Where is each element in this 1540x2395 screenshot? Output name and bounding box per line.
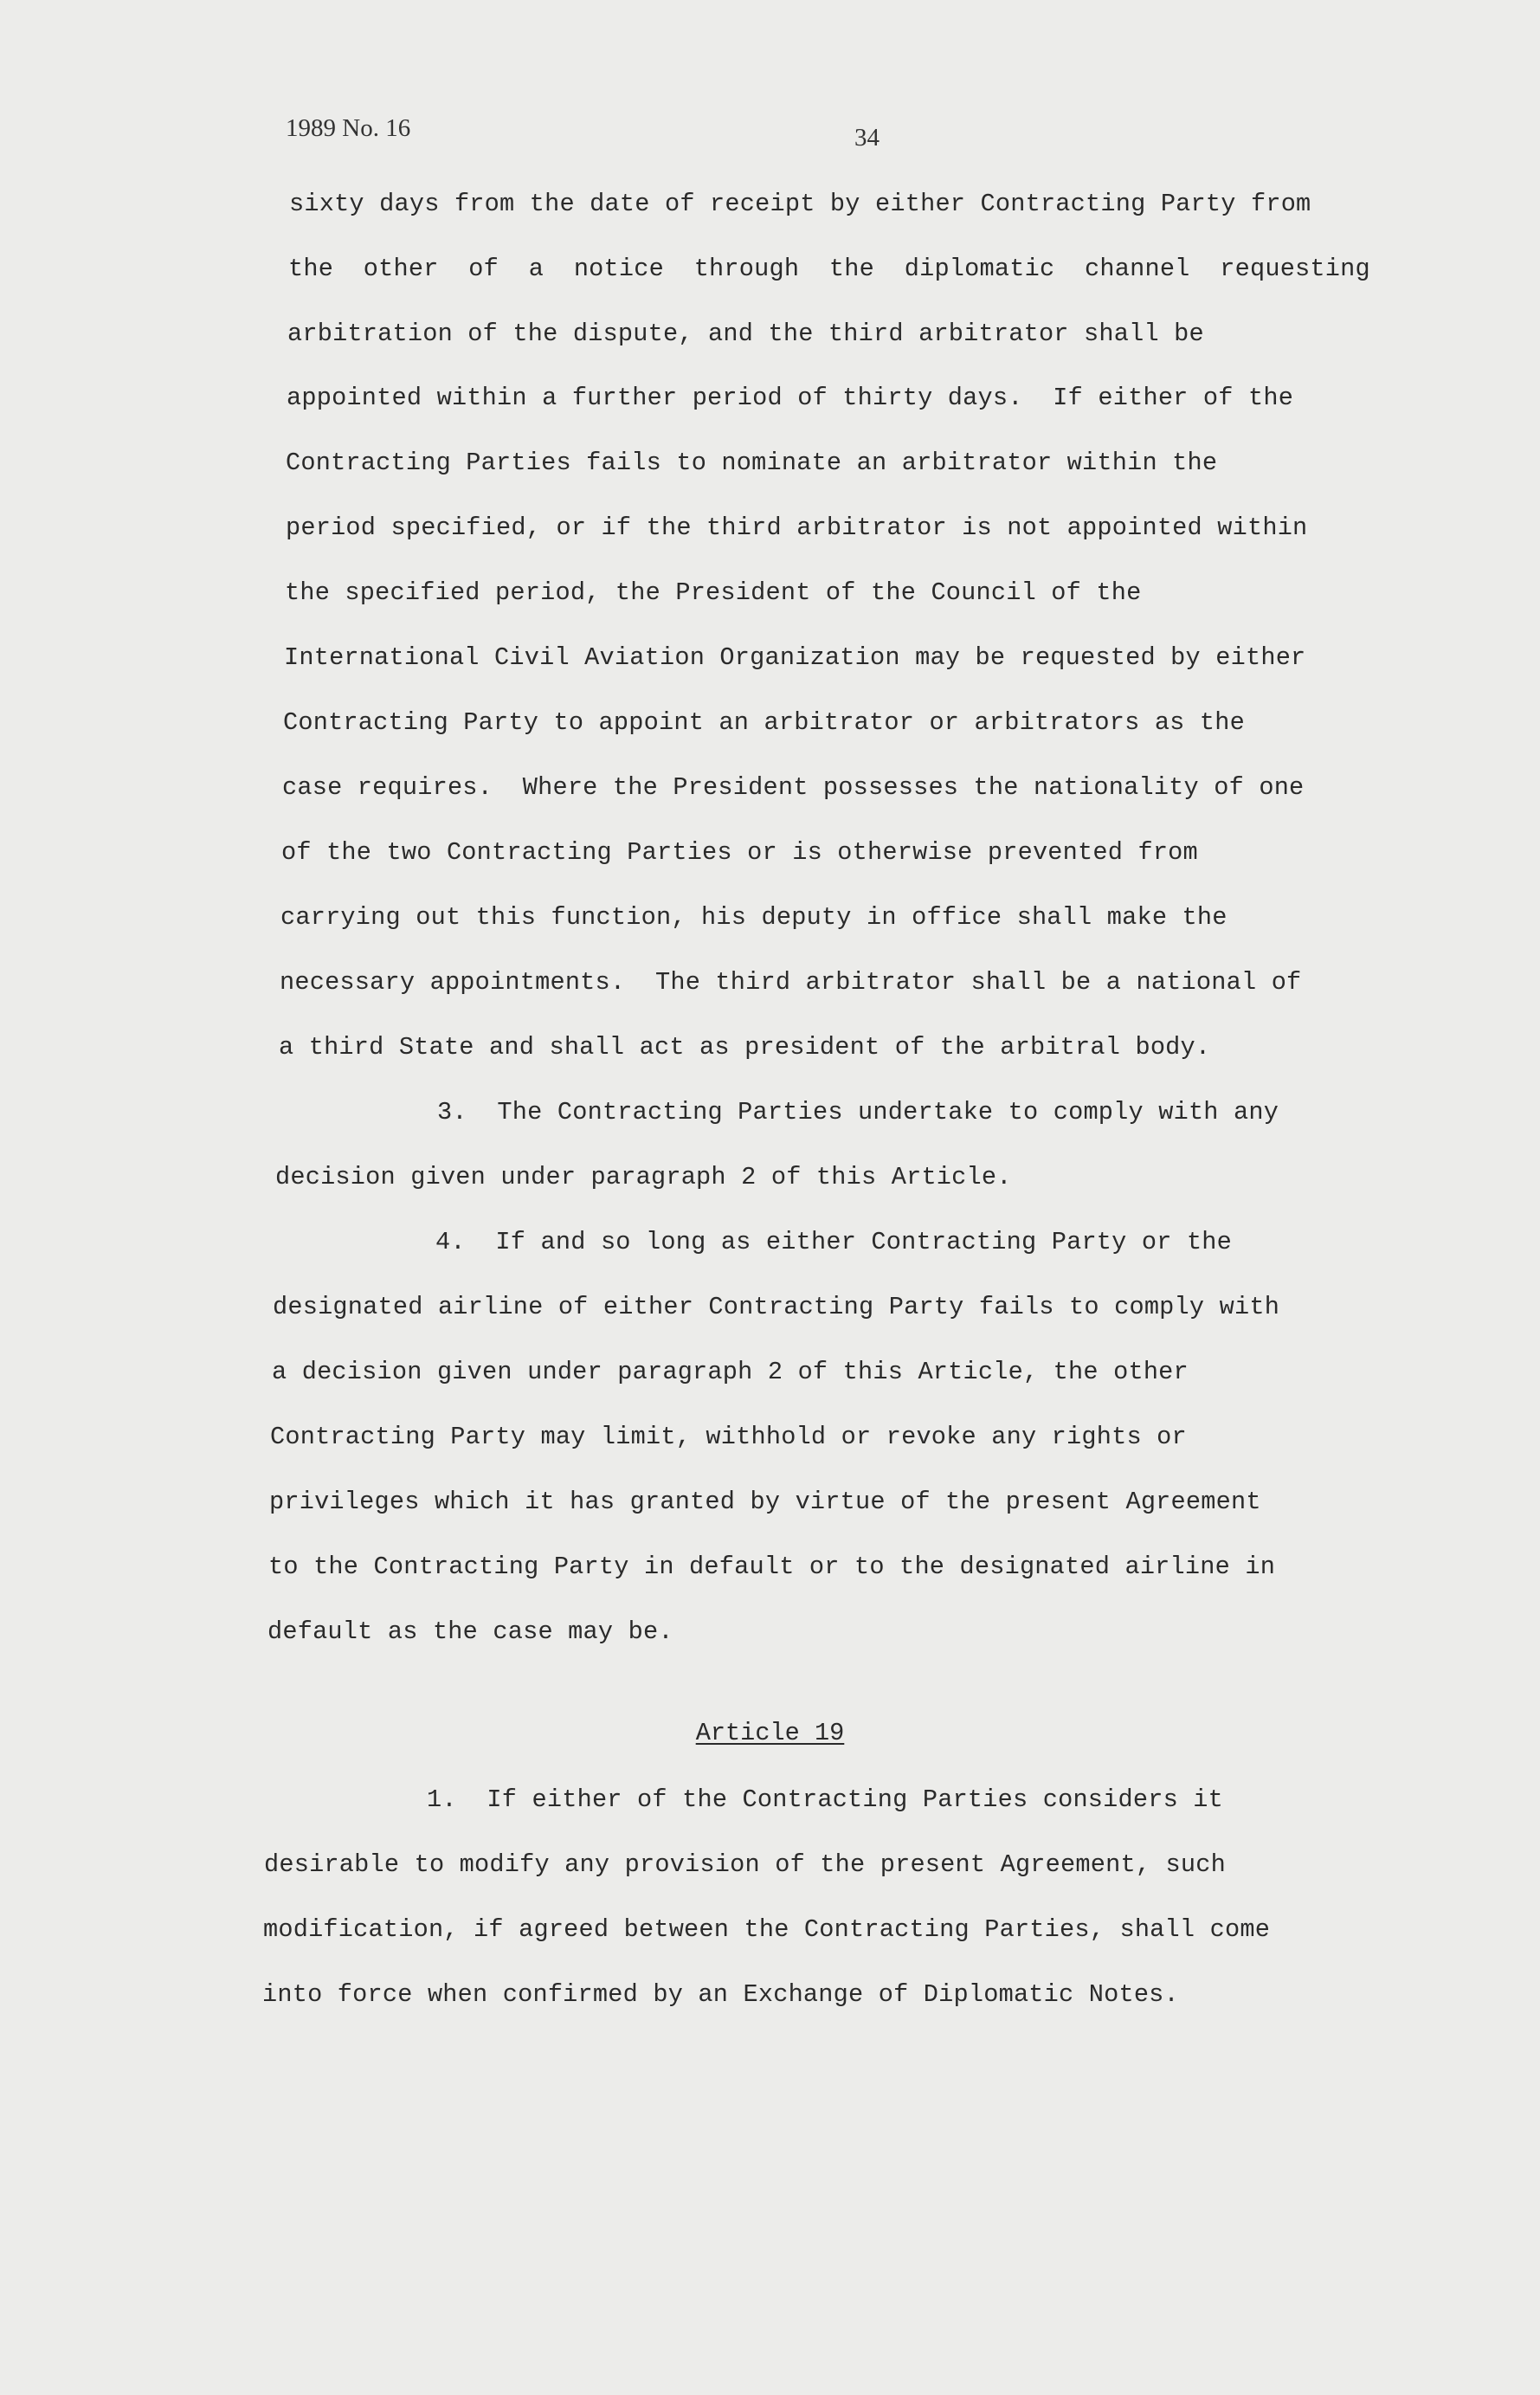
article-heading-text: Article 19 xyxy=(695,1719,845,1747)
gazette-reference: 1989 No. 16 xyxy=(286,114,411,142)
text-line: arbitration of the dispute, and the third arbitrator shall be xyxy=(287,320,1204,348)
text-line: Contracting Party may limit, withhold or revoke any rights or xyxy=(270,1423,1187,1451)
text-line: case requires. Where the President possesses the nationality of one xyxy=(282,773,1305,802)
article-heading xyxy=(0,1719,1540,1747)
text-line: privileges which it has granted by virtue of the present Agreement xyxy=(269,1488,1261,1516)
text-line: decision given under paragraph 2 of this Article. xyxy=(275,1163,1012,1191)
paragraph-3-first-line: 3. The Contracting Parties undertake to comply with any xyxy=(437,1098,1279,1126)
text-line: sixty days from the date of receipt by either Contracting Party from xyxy=(289,190,1311,218)
text-line: into force when confirmed by an Exchange of Diplomatic Notes. xyxy=(262,1980,1179,2009)
text-line: a decision given under paragraph 2 of this Article, the other xyxy=(272,1358,1189,1386)
text-line: period specified, or if the third arbitrator is not appointed within xyxy=(286,513,1308,542)
text-line: default as the case may be. xyxy=(267,1617,673,1646)
text-line: of the two Contracting Parties or is otherwise prevented from xyxy=(281,838,1198,867)
text-line: the other of a notice through the diplomatic channel requesting xyxy=(288,255,1370,283)
text-line: a third State and shall act as president of the arbitral body. xyxy=(279,1033,1211,1062)
text-line: Contracting Party to appoint an arbitrator or arbitrators as the xyxy=(283,708,1245,737)
article-19-paragraph-1-first-line: 1. If either of the Contracting Parties considers it xyxy=(427,1785,1224,1814)
text-line: appointed within a further period of thirty days. If either of the xyxy=(287,384,1294,412)
text-line: International Civil Aviation Organization may be requested by either xyxy=(284,643,1306,672)
page-number: 34 xyxy=(854,124,880,152)
text-line: necessary appointments. The third arbitrator shall be a national of xyxy=(280,968,1302,997)
text-line: desirable to modify any provision of the present Agreement, such xyxy=(264,1850,1226,1879)
text-line: the specified period, the President of the Council of the xyxy=(285,578,1142,607)
paragraph-4-first-line: 4. If and so long as either Contracting Party or the xyxy=(435,1228,1233,1256)
text-line: modification, if agreed between the Contracting Parties, shall come xyxy=(263,1915,1271,1944)
text-line: Contracting Parties fails to nominate an arbitrator within the xyxy=(286,449,1218,477)
text-line: designated airline of either Contracting Party fails to comply with xyxy=(273,1293,1280,1321)
text-line: to the Contracting Party in default or to the designated airline in xyxy=(268,1553,1276,1581)
text-line: carrying out this function, his deputy in office shall make the xyxy=(280,903,1227,932)
